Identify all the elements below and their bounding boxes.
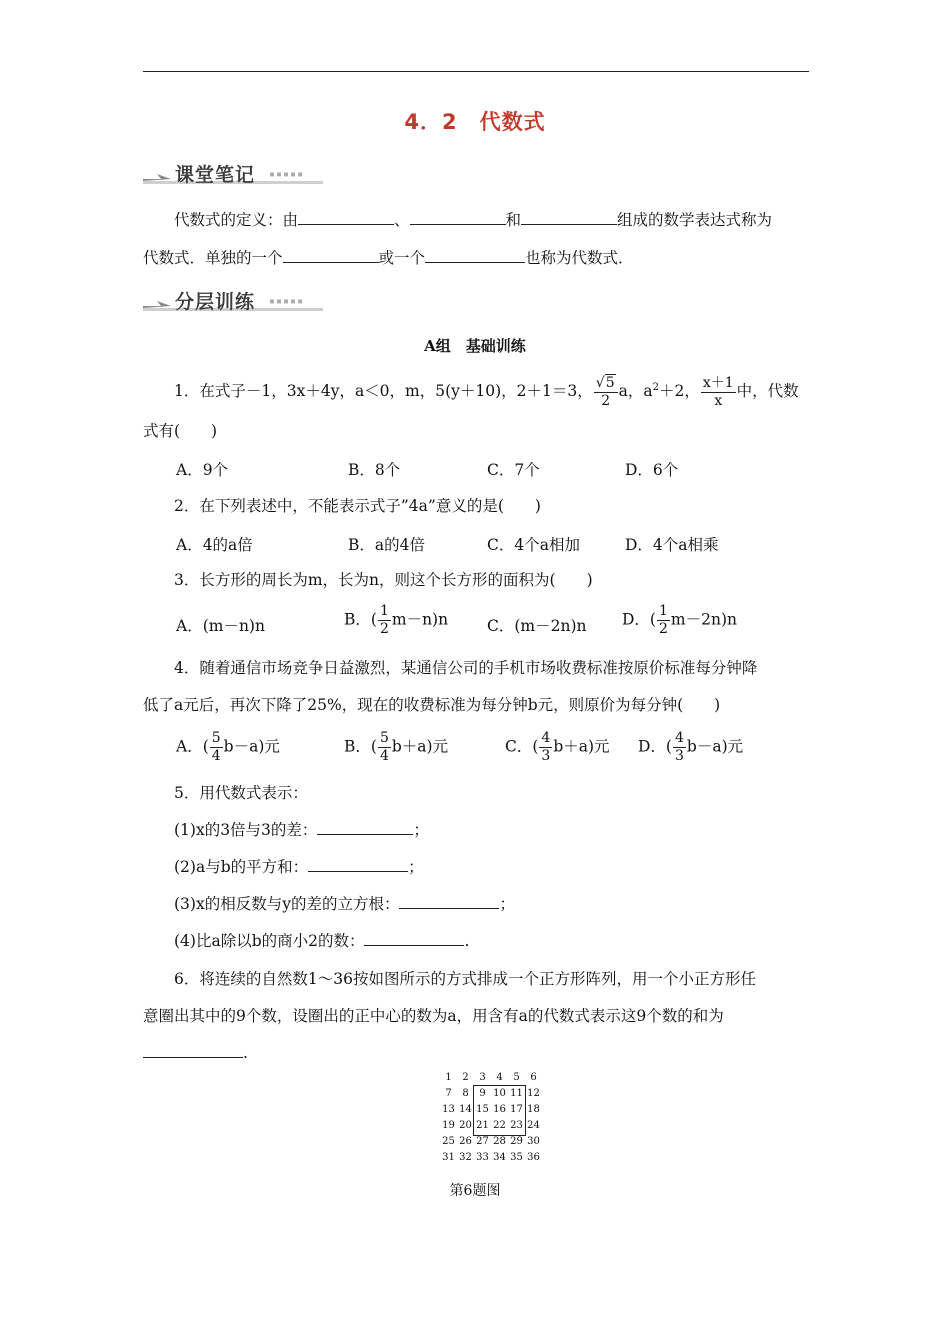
grid-cell: 33	[476, 1151, 489, 1163]
denominator: 3	[541, 748, 551, 764]
question-5-item-1	[174, 820, 844, 840]
numerator: 5	[379, 730, 389, 746]
denominator: 2	[379, 621, 389, 637]
answer-blank[interactable]	[364, 931, 464, 946]
grid-cell: 31	[442, 1151, 455, 1163]
question-3-stem: 3．长方形的周长为m，长为n，则这个长方形的面积为( )	[174, 571, 593, 589]
numerator: 1	[379, 603, 389, 619]
fraction	[378, 730, 391, 765]
grid-row	[440, 1069, 542, 1085]
figure-caption: 第6题图	[449, 1183, 501, 1199]
answer-blank[interactable]	[143, 1043, 243, 1058]
denominator: 4	[211, 748, 221, 764]
grid-cell: 17	[510, 1103, 523, 1115]
text: 和	[505, 211, 522, 229]
text: 组成的数学表达式称为	[617, 211, 773, 229]
grid-cell: 24	[527, 1119, 540, 1131]
fraction: $\frac{√5}{2}$	[594, 375, 618, 410]
grid-cell: 34	[493, 1151, 506, 1163]
numerator: 5	[211, 730, 221, 746]
question-5-item-4	[174, 931, 844, 951]
option-a[interactable]: A．(m－n)n	[176, 617, 265, 635]
grid-cell: 29	[510, 1135, 523, 1147]
text: b＋a)元	[391, 737, 449, 756]
text: 中，代数	[736, 382, 799, 401]
numerator: 4	[541, 730, 551, 746]
text: 代数式的定义：由	[174, 211, 299, 229]
fraction	[673, 730, 686, 765]
text: C．(	[505, 737, 539, 756]
denominator: 2	[601, 392, 611, 409]
text: m－2n)n	[670, 610, 737, 629]
question-1-stem	[174, 370, 844, 410]
grid-cell: 16	[493, 1103, 506, 1115]
answer-blank[interactable]	[425, 248, 525, 263]
text: m－n)n	[391, 610, 449, 629]
answer-blank[interactable]	[410, 210, 506, 225]
selection-square	[473, 1085, 526, 1136]
option-a[interactable]: A．4的a倍	[176, 536, 253, 554]
option-a[interactable]	[176, 730, 280, 765]
question-6-stem-cont: 意圈出其中的9个数，设圈出的正中心的数为a，用含有a的代数式表示这9个数的和为	[143, 1007, 724, 1025]
notes-line-2	[143, 248, 813, 268]
question-4-stem-cont: 低了a元后，再次下降了25%，现在的收费标准为每分钟b元，则原价为每分钟( )	[143, 696, 721, 714]
grid-row	[440, 1149, 542, 1165]
banner-dots: ▪▪▪▪▪	[269, 296, 305, 307]
grid-cell: 20	[459, 1119, 472, 1131]
option-c[interactable]: C．4个a相加	[487, 536, 580, 554]
option-a[interactable]: A．9个	[176, 461, 229, 479]
banner-dots: ▪▪▪▪▪	[269, 169, 305, 180]
grid-cell: 23	[510, 1119, 523, 1131]
grid-cell: 35	[510, 1151, 523, 1163]
text: a，a	[618, 382, 653, 401]
grid-cell: 15	[476, 1103, 489, 1115]
text: A．(	[176, 737, 209, 756]
denominator: 3	[674, 748, 684, 764]
fraction	[701, 375, 736, 410]
grid-cell: 22	[493, 1119, 506, 1131]
text: B．(	[344, 610, 377, 629]
fraction	[210, 730, 223, 765]
question-1-stem-cont: 式有( )	[143, 422, 218, 440]
section-label: 分层训练	[175, 291, 256, 313]
group-heading: A组 基础训练	[424, 337, 526, 355]
grid-cell: 12	[527, 1087, 540, 1099]
numerator: 1	[658, 603, 668, 619]
text: b＋a)元	[553, 737, 610, 756]
grid-cell: 1	[445, 1071, 452, 1083]
text: ＋2，	[658, 382, 700, 401]
text: (2)a与b的平方和：	[174, 858, 309, 876]
numerator: 4	[674, 730, 684, 746]
question-5-item-2	[174, 857, 844, 877]
option-b[interactable]: B．8个	[348, 461, 401, 479]
section-label: 课堂笔记	[175, 164, 256, 186]
text: b－a)元	[223, 737, 280, 756]
header-rule	[143, 71, 809, 72]
grid-cell: 3	[479, 1071, 486, 1083]
option-b[interactable]	[344, 730, 448, 765]
fraction	[539, 730, 552, 765]
fraction	[657, 603, 670, 638]
grid-cell: 4	[496, 1071, 503, 1083]
text: (1)x的3倍与3的差：	[174, 821, 318, 839]
text: ；	[413, 821, 429, 839]
grid-cell: 10	[493, 1087, 506, 1099]
text: b－a)元	[686, 737, 744, 756]
grid-cell: 14	[459, 1103, 472, 1115]
radicand: 5	[605, 374, 615, 391]
question-4-stem: 4．随着通信市场竞争日益激烈，某通信公司的手机市场收费标准按原价标准每分钟降	[174, 659, 758, 677]
grid-cell: 18	[527, 1103, 540, 1115]
text: 、	[394, 211, 410, 229]
text: .	[243, 1044, 248, 1062]
grid-cell: 26	[459, 1135, 472, 1147]
grid-cell: 32	[459, 1151, 472, 1163]
option-d[interactable]: D．6个	[625, 461, 679, 479]
answer-blank[interactable]	[283, 248, 379, 263]
text: (4)比a除以b的商小2的数：	[174, 932, 365, 950]
text: B．(	[344, 737, 377, 756]
answer-blank[interactable]	[308, 857, 408, 872]
grid-cell: 7	[445, 1087, 452, 1099]
grid-cell: 2	[462, 1071, 469, 1083]
question-6-answer-line	[143, 1043, 813, 1063]
grid-cell: 28	[493, 1135, 506, 1147]
grid-cell: 30	[527, 1135, 540, 1147]
text: 1．在式子－1，3x＋4y，a＜0，m，5(y＋10)，2＋1＝3，	[174, 382, 593, 401]
text: .	[464, 932, 470, 950]
grid-cell: 36	[527, 1151, 540, 1163]
option-d[interactable]	[638, 730, 743, 765]
section-banner-training	[143, 287, 323, 313]
answer-blank[interactable]	[298, 210, 394, 225]
text: 也称为代数式．	[525, 249, 634, 267]
question-5-item-3	[174, 894, 844, 914]
exponent: 2	[652, 382, 659, 393]
option-b[interactable]: B．a的4倍	[348, 536, 425, 554]
option-c[interactable]: C．(m－2n)n	[487, 617, 587, 635]
question-6-stem: 6．将连续的自然数1～36按如图所示的方式排成一个正方形阵列，用一个小正方形任	[174, 970, 756, 988]
notes-line-1	[174, 210, 844, 230]
grid-cell: 21	[476, 1119, 489, 1131]
text: (3)x的相反数与y的差的立方根：	[174, 895, 400, 913]
denominator: x	[714, 392, 723, 409]
answer-blank[interactable]	[521, 210, 617, 225]
question-5-stem: 5．用代数式表示：	[174, 784, 308, 802]
grid-cell: 13	[442, 1103, 455, 1115]
grid-cell: 11	[510, 1087, 523, 1099]
denominator: 4	[379, 748, 389, 764]
option-d[interactable]	[622, 603, 737, 638]
grid-cell: 6	[530, 1071, 537, 1083]
grid-cell: 9	[479, 1087, 486, 1099]
text: 或一个	[378, 249, 426, 267]
grid-cell: 5	[513, 1071, 520, 1083]
text: ；	[499, 895, 515, 913]
section-banner-notes	[143, 160, 323, 186]
grid-cell: 25	[442, 1135, 455, 1147]
grid-cell: 27	[476, 1135, 489, 1147]
text: D．(	[638, 737, 672, 756]
text: ；	[408, 858, 424, 876]
question-2-stem: 2．在下列表述中，不能表示式子”4a”意义的是( )	[174, 497, 541, 515]
fraction	[378, 603, 391, 638]
option-c[interactable]	[505, 730, 610, 765]
text: 代数式．单独的一个	[143, 249, 283, 267]
grid-cell: 19	[442, 1119, 455, 1131]
option-b[interactable]	[344, 603, 448, 638]
page-title: 4．2 代数式	[404, 110, 546, 134]
text: D．(	[622, 610, 656, 629]
answer-blank[interactable]	[317, 820, 413, 835]
answer-blank[interactable]	[399, 894, 499, 909]
grid-cell: 8	[462, 1087, 469, 1099]
option-d[interactable]: D．4个a相乘	[625, 536, 719, 554]
numerator: x＋1	[702, 374, 734, 391]
option-c[interactable]: C．7个	[487, 461, 540, 479]
denominator: 2	[658, 621, 668, 637]
